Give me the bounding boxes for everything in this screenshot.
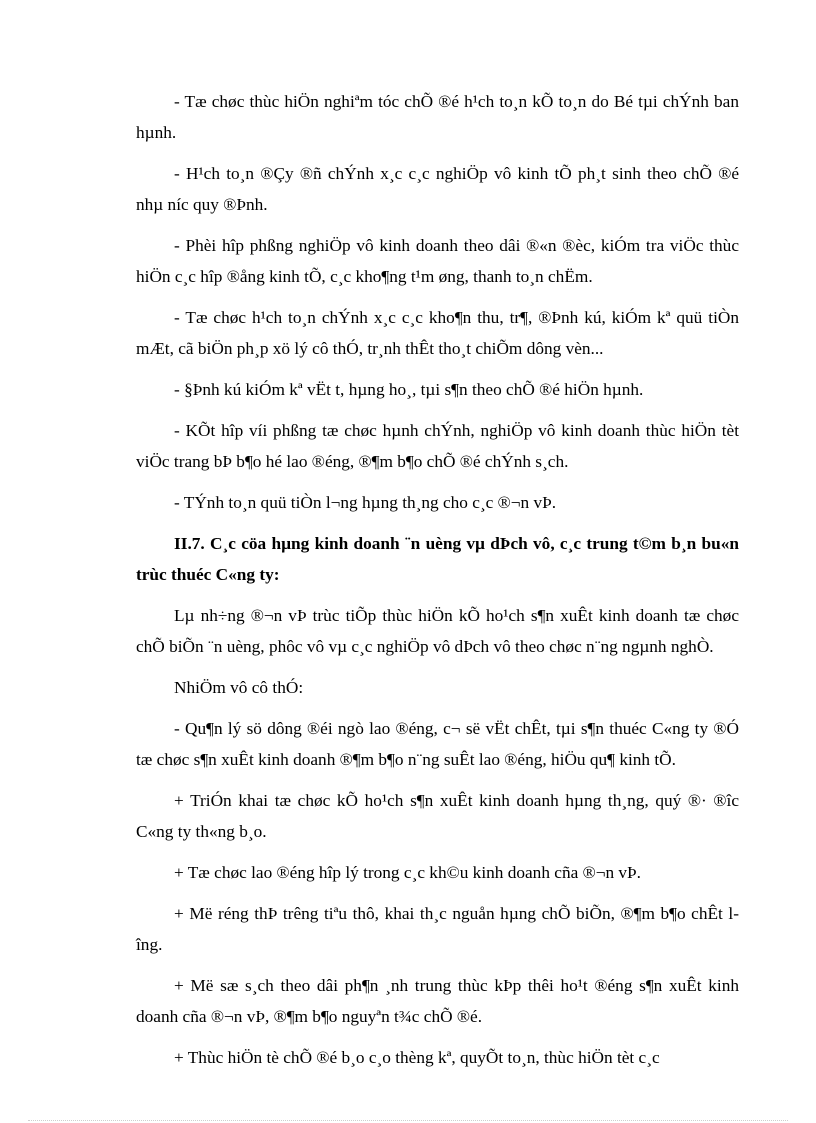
paragraph: Lµ nh÷ng ®¬n vÞ trùc tiÕp thùc hiÖn kÕ ho¹ch s¶n xuÊt kinh doanh tæ chøc chÕ biÕn ¨n uèng, phôc vô vµ c¸c nghiÖp vô dÞch vô theo chøc n¨ng ngµnh nghÒ. [136,606,739,656]
paragraph: + Më réng thÞ trêng tiªu thô, khai th¸c nguån hµng chÕ biÕn, ®¶m b¶o chÊt lîng. [136,904,739,954]
paragraph: - KÕt hîp víi phßng tæ chøc hµnh chÝnh, nghiÖp vô kinh doanh thùc hiÖn tèt viÖc trang bÞ b¶o hé lao ®éng, ®¶m b¶o chÕ ®é chÝnh s¸ch. [136,421,739,471]
paragraph: NhiÖm vô cô thÓ: [174,678,304,697]
paragraph: - Phèi hîp phßng nghiÖp vô kinh doanh theo dâi ®«n ®èc, kiÓm tra viÖc thùc hiÖn c¸c hîp ®ång kinh tÕ, c¸c kho¶ng t¹m øng, thanh to¸n chËm. [136,236,739,286]
paragraph: + TriÓn khai tæ chøc kÕ ho¹ch s¶n xuÊt kinh doanh hµng th¸ng, quý ®· ®îc C«ng ty th«ng b¸o. [136,791,739,841]
document-page [136,86,739,1083]
section-heading: II.7. C¸c cöa hµng kinh doanh ¨n uèng vµ dÞch vô, c¸c trung t©m b¸n bu«n trùc thuéc C«ng ty: [136,534,739,584]
paragraph: - Tæ chøc h¹ch to¸n chÝnh x¸c c¸c kho¶n thu, tr¶, ®Þnh kú, kiÓm kª quü tiÒn mÆt, cã biÖn ph¸p xö lý cô thÓ, tr¸nh thÊt tho¸t chiÕm dông vèn... [136,308,739,358]
paragraph: - Qu¶n lý sö dông ®éi ngò lao ®éng, c¬ së vËt chÊt, tµi s¶n thuéc C«ng ty ®Ó tæ chøc s¶n xuÊt kinh doanh ®¶m b¶o n¨ng suÊt lao ®éng, hiÖu qu¶ kinh tÕ. [136,719,739,769]
page-bottom-divider [28,1120,788,1121]
paragraph: - TÝnh to¸n quü tiÒn l¬ng hµng th¸ng cho c¸c ®¬n vÞ. [174,493,557,512]
paragraph: + Tæ chøc lao ®éng hîp lý trong c¸c kh©u kinh doanh cña ®¬n vÞ. [174,863,641,882]
paragraph: - Tæ chøc thùc hiÖn nghiªm tóc chÕ ®é h¹ch to¸n kÕ to¸n do Bé tµi chÝnh ban hµnh. [136,92,739,142]
paragraph: + Më sæ s¸ch theo dâi ph¶n ¸nh trung thùc kÞp thêi ho¹t ®éng s¶n xuÊt kinh doanh cña ®¬n vÞ, ®¶m b¶o nguyªn t¾c chÕ ®é. [136,976,739,1026]
paragraph: - §Þnh kú kiÓm kª vËt t, hµng ho¸, tµi s¶n theo chÕ ®é hiÖn hµnh. [174,380,644,399]
paragraph: - H¹ch to¸n ®Çy ®ñ chÝnh x¸c c¸c nghiÖp vô kinh tÕ ph¸t sinh theo chÕ ®é nhµ níc quy ®Þnh. [136,164,739,214]
paragraph: + Thùc hiÖn tè chÕ ®é b¸o c¸o thèng kª, quyÕt to¸n, thùc hiÖn tèt c¸c [174,1048,660,1067]
